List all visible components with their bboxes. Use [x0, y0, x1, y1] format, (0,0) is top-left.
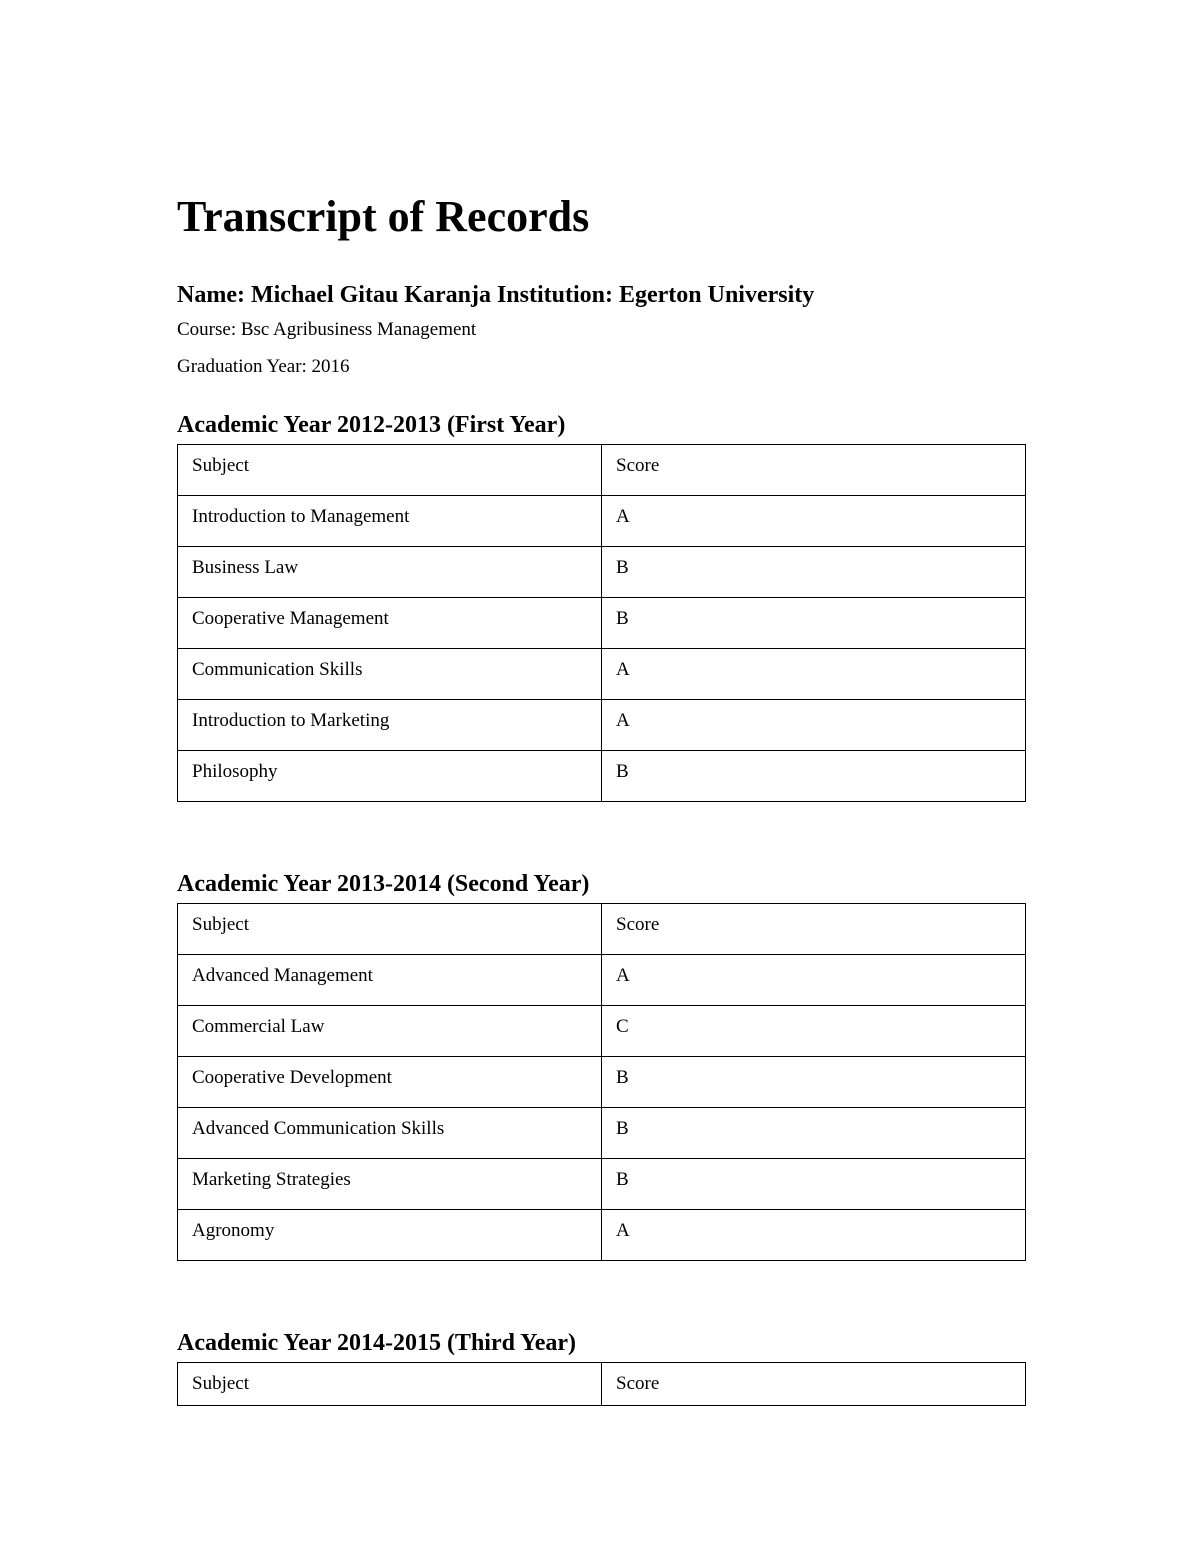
graduation-year-line: Graduation Year: 2016 [177, 356, 350, 377]
academic-year-section-third [177, 1328, 1025, 1406]
score-cell: A [602, 700, 1026, 751]
score-cell: A [602, 496, 1026, 547]
subject-cell: Introduction to Marketing [178, 700, 602, 751]
academic-year-section-first [177, 410, 1025, 802]
table-row [178, 1159, 1026, 1210]
table-header-row [178, 445, 1026, 496]
table-row [178, 751, 1026, 802]
grades-table [177, 1362, 1026, 1406]
table-header-row [178, 904, 1026, 955]
score-cell: B [602, 1159, 1026, 1210]
subject-column-header: Subject [178, 904, 602, 955]
score-cell: B [602, 547, 1026, 598]
table-row [178, 1210, 1026, 1261]
table-row [178, 649, 1026, 700]
section-heading: Academic Year 2014-2015 (Third Year) [177, 1330, 577, 1356]
score-column-header: Score [602, 904, 1026, 955]
subject-cell: Cooperative Development [178, 1057, 602, 1108]
section-heading: Academic Year 2013-2014 (Second Year) [177, 871, 590, 897]
subject-cell: Advanced Communication Skills [178, 1108, 602, 1159]
table-row [178, 700, 1026, 751]
table-row [178, 1057, 1026, 1108]
academic-year-section-second [177, 869, 1025, 1261]
table-row [178, 1006, 1026, 1057]
score-cell: C [602, 1006, 1026, 1057]
page-title: Transcript of Records [177, 192, 590, 241]
section-heading: Academic Year 2012-2013 (First Year) [177, 412, 566, 438]
table-header-row [178, 1363, 1026, 1406]
table-row [178, 547, 1026, 598]
grades-table [177, 444, 1026, 802]
course-line: Course: Bsc Agribusiness Management [177, 319, 477, 340]
grades-table [177, 903, 1026, 1261]
subject-cell: Introduction to Management [178, 496, 602, 547]
table-row [178, 496, 1026, 547]
table-row [178, 955, 1026, 1006]
score-cell: A [602, 649, 1026, 700]
score-cell: A [602, 1210, 1026, 1261]
table-row [178, 598, 1026, 649]
student-institution-line: Name: Michael Gitau Karanja Institution: Egerton University [177, 282, 815, 308]
score-cell: B [602, 598, 1026, 649]
score-cell: B [602, 1108, 1026, 1159]
subject-cell: Cooperative Management [178, 598, 602, 649]
score-cell: A [602, 955, 1026, 1006]
table-row [178, 1108, 1026, 1159]
score-column-header: Score [602, 445, 1026, 496]
subject-cell: Commercial Law [178, 1006, 602, 1057]
subject-cell: Marketing Strategies [178, 1159, 602, 1210]
score-column-header: Score [602, 1363, 1026, 1406]
subject-cell: Business Law [178, 547, 602, 598]
subject-cell: Philosophy [178, 751, 602, 802]
subject-cell: Agronomy [178, 1210, 602, 1261]
subject-column-header: Subject [178, 445, 602, 496]
score-cell: B [602, 751, 1026, 802]
subject-cell: Advanced Management [178, 955, 602, 1006]
subject-column-header: Subject [178, 1363, 602, 1406]
subject-cell: Communication Skills [178, 649, 602, 700]
score-cell: B [602, 1057, 1026, 1108]
